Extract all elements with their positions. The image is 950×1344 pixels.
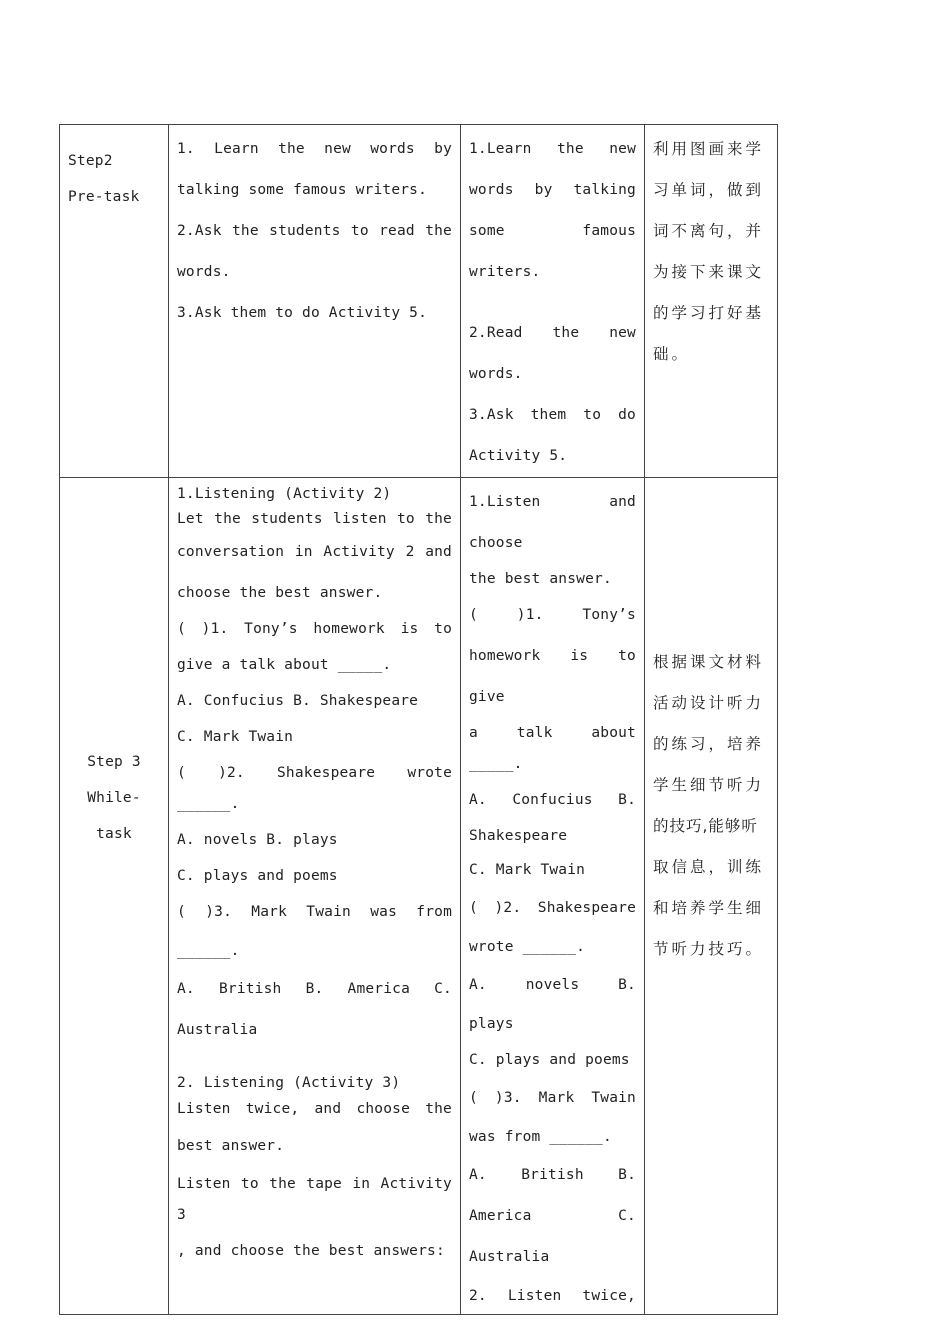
student-line: the best answer. [469, 571, 612, 587]
teacher-line: 2.Ask the students to read the [177, 223, 452, 239]
table-row-step2 [60, 125, 778, 478]
student-line: 1.Listen and choose [469, 494, 636, 551]
purpose-line: 节听力技巧。 [653, 940, 765, 958]
teacher-line: A. Confucius B. Shakespeare [177, 693, 419, 709]
student-line: C. Mark Twain [469, 862, 586, 878]
purpose-line: 习单词，做到 [653, 181, 765, 199]
teacher-line: A. novels B. plays [177, 832, 338, 848]
teacher-line: 3.Ask them to do Activity 5. [177, 305, 428, 321]
spacer [177, 1051, 452, 1071]
step-cell [60, 478, 169, 1315]
student-line: ( )1. Tony’s [469, 607, 636, 623]
purpose-cell [645, 125, 778, 478]
teacher-line: words. [177, 264, 231, 280]
student-line: A. novels B. [469, 977, 636, 993]
teacher-line: 1.Listening (Activity 2) [177, 486, 392, 502]
table-row-step3 [60, 478, 778, 1315]
teacher-line: Australia [177, 1022, 258, 1038]
teacher-activity-cell [169, 125, 461, 478]
student-line: 2. Listen twice, [469, 1288, 636, 1304]
teacher-line: ______. [177, 943, 240, 959]
teacher-line: 1. Learn the new words by [177, 141, 452, 157]
teacher-line: C. plays and poems [177, 868, 338, 884]
step-stage: Pre-task [68, 189, 140, 205]
step-label: Step2 [68, 153, 113, 169]
teacher-line: C. Mark Twain [177, 729, 294, 745]
student-line: Shakespeare [469, 828, 568, 844]
teacher-line: ( )2. Shakespeare wrote ______. [177, 765, 452, 812]
step-cell [60, 125, 169, 478]
student-line: words. [469, 366, 523, 382]
teacher-activity-cell [169, 478, 461, 1315]
student-line: 1.Learn the new [469, 141, 636, 157]
student-line: A. British B. [469, 1167, 636, 1183]
purpose-line: 词不离句，并 [653, 222, 765, 240]
teacher-line: 2. Listening (Activity 3) [177, 1075, 401, 1091]
student-line: ( )3. Mark Twain [469, 1090, 636, 1106]
teacher-line: give a talk about _____. [177, 657, 392, 673]
teacher-line: , and choose the best answers: [177, 1243, 445, 1259]
purpose-line: 学生细节听力 [653, 776, 765, 794]
spacer [469, 293, 636, 313]
purpose-line: 的练习，培养 [653, 735, 765, 753]
student-line: A. Confucius B. [469, 792, 636, 808]
student-activity-cell [461, 478, 645, 1315]
student-line: C. plays and poems [469, 1052, 630, 1068]
teacher-line: Let the students listen to the [177, 511, 452, 527]
student-line: Australia [469, 1249, 550, 1265]
purpose-line: 的技巧,能够听 [653, 817, 758, 835]
purpose-line: 础。 [653, 345, 691, 363]
step-label: Step 3 [87, 754, 141, 770]
student-line: writers. [469, 264, 541, 280]
purpose-line: 为接下来课文 [653, 263, 765, 281]
purpose-cell [645, 478, 778, 1315]
student-line: some famous [469, 223, 636, 239]
purpose-line: 的学习打好基 [653, 304, 765, 322]
purpose-line: 取信息，训练 [653, 858, 765, 876]
teacher-line: talking some famous writers. [177, 182, 428, 198]
teacher-line: ( )1. Tony’s homework is to [177, 621, 452, 637]
student-line: America C. [469, 1208, 636, 1224]
purpose-line: 活动设计听力 [653, 694, 765, 712]
purpose-line: 根据课文材料 [653, 653, 765, 671]
student-line: wrote ______. [469, 939, 586, 955]
teacher-line: conversation in Activity 2 and [177, 544, 452, 560]
purpose-line: 和培养学生细 [653, 899, 765, 917]
student-activity-cell [461, 125, 645, 478]
teacher-line: ( )3. Mark Twain was from [177, 904, 452, 920]
student-line: 3.Ask them to do [469, 407, 636, 423]
student-line: was from ______. [469, 1129, 612, 1145]
teacher-line: choose the best answer. [177, 585, 383, 601]
student-line: plays [469, 1016, 514, 1032]
teacher-line: Listen twice, and choose the [177, 1101, 452, 1117]
student-line: 2.Read the new [469, 325, 636, 341]
student-line: ( )2. Shakespeare [469, 900, 636, 916]
student-line: homework is to give [469, 648, 636, 705]
step-stage: task [96, 826, 132, 842]
student-line: words by talking [469, 182, 636, 198]
teacher-line: A. British B. America C. [177, 981, 452, 997]
purpose-line: 利用图画来学 [653, 140, 765, 158]
teacher-line: Listen to the tape in Activity 3 [177, 1176, 452, 1223]
step-stage: While- [87, 790, 141, 806]
student-line: a talk about _____. [469, 725, 636, 772]
student-line: Activity 5. [469, 448, 568, 464]
teacher-line: best answer. [177, 1138, 285, 1154]
lesson-plan-table [59, 124, 778, 1315]
